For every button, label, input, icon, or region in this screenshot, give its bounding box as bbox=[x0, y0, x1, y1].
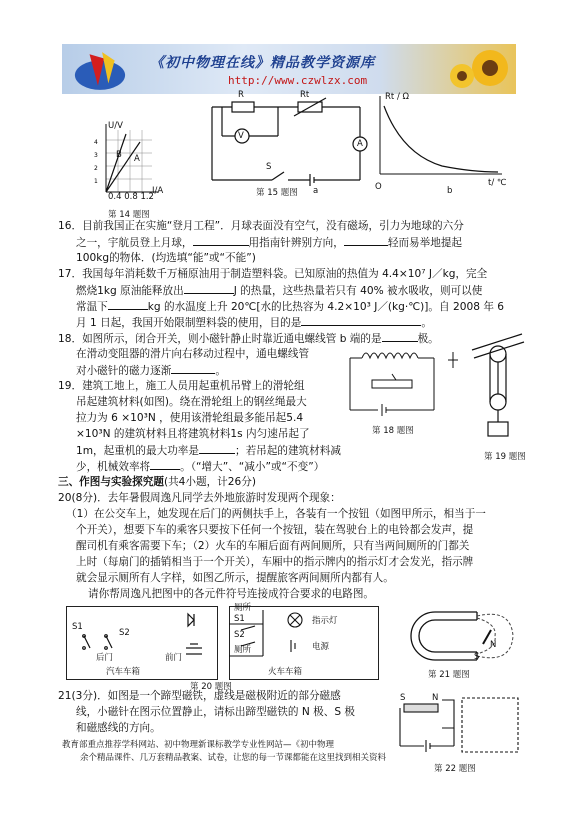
q19-line4: ×10³N 的建筑材料且将建筑材料1s 内匀速吊起了 bbox=[76, 428, 310, 440]
q17-line3: 常温下 kg 的水温度上升 20℃[水的比热容为 4.2×10³ J／(kg·℃)]。自 2008 年 6 bbox=[76, 298, 504, 315]
fig15-rt-label: Rt bbox=[300, 90, 310, 100]
fig20-toilet-1: 厕所 bbox=[234, 603, 252, 613]
sunflower-icon bbox=[440, 46, 514, 92]
fig21-caption: 第 21 题图 bbox=[428, 670, 470, 680]
fig20-front-door: 前门 bbox=[165, 653, 183, 663]
fig20-bus-s2: S2 bbox=[119, 628, 130, 638]
q20-line4: 醒司机有乘客需要下车；（2）火车的车厢后面有两间厕所，只有当两间厕所的门都关 bbox=[76, 540, 470, 552]
section-3-heading: 三、作图与实验探究题(共4小题，计26分) bbox=[58, 476, 256, 488]
fig21-s-label: S bbox=[474, 652, 480, 662]
fig22-magnet-circuit bbox=[396, 694, 522, 760]
q16-line2: 之一，宇航员登上月球， 用指南针辨别方向， 轻而易举地提起 bbox=[76, 234, 462, 251]
fig14-x-ticks: 0.4 0.8 1.2 bbox=[108, 192, 154, 202]
fig15-caption: 第 15 题图 bbox=[256, 188, 298, 198]
q19-line3: 拉力为 6 ×10³N ，使用该滑轮组最多能吊起5.4 bbox=[76, 412, 304, 424]
fig15-ammeter: A bbox=[357, 139, 363, 149]
q19-line2: 吊起建筑材料(如图)。绕在滑轮组上的钢丝绳最大 bbox=[76, 396, 307, 408]
q17-line1: 17．我国每年消耗数千万桶原油用于制造塑料袋。已知原油的热值为 4.4×10⁷ J／kg，完全 bbox=[58, 268, 488, 280]
banner-url[interactable]: http://www.czwlzx.com bbox=[228, 74, 368, 87]
fig15-circuit bbox=[212, 94, 368, 190]
q18-line3: 对小磁针的磁力逐渐 。 bbox=[76, 362, 226, 379]
svg-text:1: 1 bbox=[94, 178, 98, 185]
q17-line2: 燃烧1kg 原油能释放出 J 的热量，这些热量若只有 40% 被水吸收，则可以使 bbox=[76, 282, 482, 299]
fig15-y-axis: Rt / Ω bbox=[385, 92, 410, 102]
fig15-x-axis: t/ ℃ bbox=[488, 178, 507, 188]
fig15-origin: O bbox=[375, 182, 382, 192]
fig20-indicator-lamp: 指示灯 bbox=[312, 616, 338, 626]
fig15-b-label: b bbox=[447, 186, 453, 196]
fig14-x-label: I/A bbox=[152, 186, 164, 196]
fig19-caption: 第 19 题图 bbox=[484, 452, 526, 462]
fig20-back-door: 后门 bbox=[96, 653, 114, 663]
q18-line2: 在滑动变阻器的滑片向右移动过程中，通电螺线管 bbox=[76, 348, 310, 360]
fig20-train-label: 火车车箱 bbox=[268, 667, 303, 677]
q20-line1: 20(8分)．去年暑假周逸凡同学去外地旅游时发现两个现象： bbox=[58, 492, 341, 504]
fig15-voltmeter: V bbox=[238, 131, 244, 141]
q20-line5: 上时（每扇门的插销相当于一个开关），车厢中的指示牌内的指示灯才会发光，指示牌 bbox=[76, 556, 474, 568]
q16-line1: 16．目前我国正在实施“登月工程”．月球表面没有空气，没有磁场，引力为地球的六分 bbox=[58, 220, 464, 232]
fig18-caption: 第 18 题图 bbox=[372, 426, 414, 436]
fig22-n-label: N bbox=[432, 693, 439, 703]
fig20-caption: 第 20 题图 bbox=[190, 682, 232, 692]
q19-line1: 19．建筑工地上，施工人员用起重机吊臂上的滑轮组 bbox=[58, 380, 305, 392]
fig20-train-s1: S1 bbox=[234, 614, 245, 624]
fig14-line-a: A bbox=[134, 154, 140, 164]
q21-line2: 线，小磁针在图示位置静止，请标出蹄型磁铁的 N 极、S 极 bbox=[76, 706, 355, 718]
fig14-y-label: U/V bbox=[108, 121, 123, 131]
fig20-train-symbols bbox=[229, 606, 377, 678]
fig18-solenoid-circuit bbox=[342, 344, 462, 422]
q20-line3: 个开关），想要下车的乘客只要按下任何一个按钮，装在驾驶台上的电铃都会发声，提 bbox=[76, 524, 474, 536]
q18-line1: 18．如图所示，闭合开关，则小磁针静止时靠近通电螺线管 b 端的是 极。 bbox=[58, 330, 439, 347]
banner-title: 《初中物理在线》精品教学资源库 bbox=[150, 55, 375, 71]
svg-text:3: 3 bbox=[94, 152, 98, 159]
svg-text:2: 2 bbox=[94, 165, 98, 172]
fig21-n-label: N bbox=[490, 640, 497, 650]
fig20-power: 电源 bbox=[312, 642, 330, 652]
q21-line3: 和磁感线的方向。 bbox=[76, 722, 161, 734]
fig20-train-s2: S2 bbox=[234, 630, 245, 640]
fig15-a-label: a bbox=[313, 186, 319, 196]
footer-line2: 余个精品课件、几万套精品教案、试卷，让您的每一节课都能在这里找到相关资料 bbox=[80, 753, 387, 763]
fig14-line-b: B bbox=[116, 150, 122, 160]
q20-line2: （1）在公交车上，她发现在后门的两侧扶手上，各装有一个按钮（如图甲所示，相当于一 bbox=[66, 508, 486, 520]
fig15-r-label: R bbox=[238, 90, 244, 100]
q19-line6: 少，机械效率将 。（“增大”、“减小”或“不变”） bbox=[76, 458, 324, 475]
fig14-caption: 第 14 题图 bbox=[108, 210, 150, 220]
fig20-toilet-2: 厕所 bbox=[234, 645, 252, 655]
fig15-rt-curve bbox=[372, 94, 508, 180]
fig20-bus-label: 汽车车箱 bbox=[106, 667, 141, 677]
q16-line3: 100kg的物体．(均选填“能”或“不能”) bbox=[76, 252, 256, 264]
fig19-crane-pulley bbox=[468, 330, 528, 448]
q20-line6: 就会显示厕所有人字样，如图乙所示，提醒旅客两间厕所内都有人。 bbox=[76, 572, 394, 584]
logo-icon bbox=[70, 48, 130, 94]
svg-text:4: 4 bbox=[94, 139, 98, 146]
q21-line1: 21(3分)．如图是一个蹄型磁铁，虚线是磁极附近的部分磁感 bbox=[58, 690, 341, 702]
fig22-s-label: S bbox=[400, 693, 406, 703]
fig20-bus-symbols bbox=[66, 606, 216, 678]
q17-line4: 月 1 日起，我国开始限制塑料袋的使用，目的是 。 bbox=[76, 314, 432, 331]
fig15-switch-label: S bbox=[266, 162, 272, 172]
fig20-bus-s1: S1 bbox=[72, 622, 83, 632]
footer-line1: 教育部重点推荐学科网站、初中物理新课标教学专业性网站—《初中物理 bbox=[62, 740, 335, 750]
q20-line7: 请你帮周逸凡把图中的各元件符号连接成符合要求的电路图。 bbox=[88, 588, 375, 600]
fig21-horseshoe-magnet bbox=[395, 598, 519, 676]
fig22-caption: 第 22 题图 bbox=[434, 764, 476, 774]
q19-line5: 1m，起重机的最大功率是 ；若吊起的建筑材料减 bbox=[76, 442, 341, 459]
